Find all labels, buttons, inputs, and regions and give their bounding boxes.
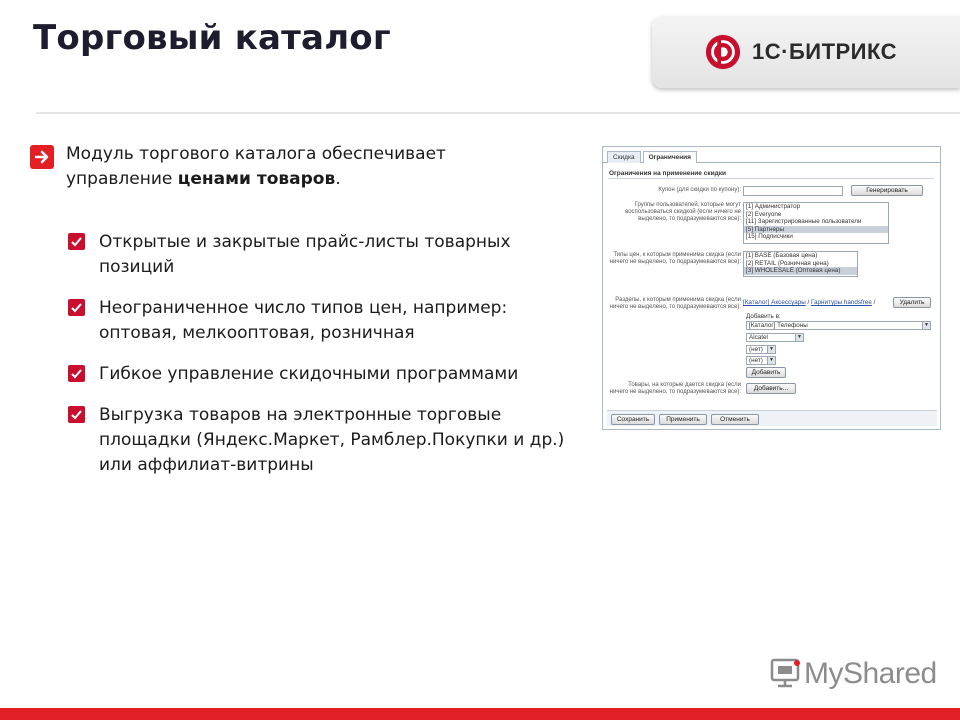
catalog-select[interactable]: [Каталог] Телефоны ▼ [746, 321, 931, 330]
list-option[interactable]: [3] WHOLESALE (Оптовая цена) [744, 267, 857, 275]
goods-label: Товары, на которые дается скидка (если ничего не выделено, то подразумеваются все): [609, 382, 741, 395]
bitrix-logo-icon [704, 33, 742, 71]
checkmark-icon [68, 299, 85, 316]
myshared-text: MyShared [804, 657, 937, 690]
myshared-logo-icon [768, 656, 804, 692]
checkmark-icon [68, 406, 85, 423]
list-option[interactable]: [1] Администратор [746, 203, 801, 210]
add-in-label: Добавить в: [746, 313, 781, 320]
bitrix-logo-text: 1С·БИТРИКС [752, 39, 898, 64]
sub-select-1[interactable]: (нет) ▼ [746, 345, 776, 354]
tab-restrictions[interactable]: Ограничения [643, 151, 697, 163]
list-item-text: Неограниченное число типов цен, например: оптовая, мелкооптовая, розничная [99, 298, 508, 343]
cancel-button[interactable]: Отменить [711, 414, 759, 425]
chevron-down-icon: ▼ [795, 334, 803, 341]
chevron-down-icon: ▼ [767, 357, 775, 364]
bitrix-logo [652, 16, 960, 88]
discount-form-screenshot [602, 146, 941, 430]
list-option[interactable]: [2] RETAIL (Розничная цена) [746, 259, 829, 267]
chevron-down-icon: ▼ [922, 322, 930, 329]
coupon-label: Купон (для скидки по купону): [658, 187, 741, 193]
list-option[interactable]: [15] Подписчики [746, 233, 793, 241]
list-option[interactable]: [1] BASE (Базовая цена) [746, 252, 818, 259]
add-goods-button[interactable]: Добавить... [746, 383, 796, 394]
list-item [68, 230, 568, 280]
intro-block [30, 142, 550, 192]
list-item [68, 362, 568, 387]
add-button[interactable]: Добавить [746, 367, 786, 378]
brand-select[interactable]: Alcatel ▼ [746, 333, 804, 342]
checkmark-icon [68, 365, 85, 382]
section-links: [Каталог] Аксессуары / Гарнитуры handsfree / [743, 299, 876, 306]
intro-text: Модуль торгового каталога обеспечивает управление ценами товаров. [66, 144, 446, 189]
coupon-input[interactable] [743, 186, 843, 196]
list-option[interactable]: [11] Зарегистрированные пользователи [746, 218, 862, 226]
list-option[interactable]: [2] Everyone [746, 210, 782, 218]
list-item [68, 403, 568, 478]
generate-button[interactable]: Генерировать [851, 185, 923, 196]
feature-list [68, 230, 568, 494]
header-divider [36, 112, 960, 114]
list-item-text: Гибкое управление скидочными программами [99, 364, 519, 384]
save-button[interactable]: Сохранить [611, 414, 655, 425]
groups-label: Группы пользователей, которые могут воспользоваться скидкой (если ничего не выделено, то подразумеваются все): [625, 202, 741, 222]
form-tabs [603, 147, 940, 163]
section-title: Ограничения на применение скидки [609, 169, 934, 179]
tab-discount[interactable]: Скидка [607, 151, 641, 163]
prices-listbox[interactable] [743, 251, 858, 277]
prices-label: Типы цен, к которым применима скидка (если ничего не выделено, то подразумеваются все): [609, 252, 741, 265]
checkmark-icon [68, 233, 85, 250]
page-title: Торговый каталог [33, 18, 391, 58]
list-item [68, 296, 568, 346]
arrow-right-icon [30, 145, 54, 169]
form-footer [607, 410, 937, 426]
list-item-text: Выгрузка товаров на электронные торговые площадки (Яндекс.Маркет, Рамблер.Покупки и др.) или аффилиат-витрины [99, 405, 565, 475]
list-option[interactable]: [5] Партнеры [744, 226, 888, 234]
bottom-accent-bar [0, 708, 960, 720]
list-item-text: Открытые и закрытые прайс-листы товарных позиций [99, 232, 511, 277]
myshared-logo [768, 656, 937, 692]
sections-label: Разделы, к которым применима скидка (если ничего не выделено, то подразумеваются все): [609, 297, 741, 310]
intro-bold: ценами товаров [177, 169, 336, 189]
section-link[interactable]: Гарнитуры handsfree [810, 299, 872, 306]
section-link[interactable]: [Каталог] Аксессуары [743, 299, 806, 306]
groups-listbox[interactable] [743, 202, 889, 244]
chevron-down-icon: ▼ [767, 346, 775, 353]
delete-button[interactable]: Удалить [893, 297, 931, 308]
sub-select-2[interactable]: (нет) ▼ [746, 356, 776, 365]
apply-button[interactable]: Применить [659, 414, 707, 425]
